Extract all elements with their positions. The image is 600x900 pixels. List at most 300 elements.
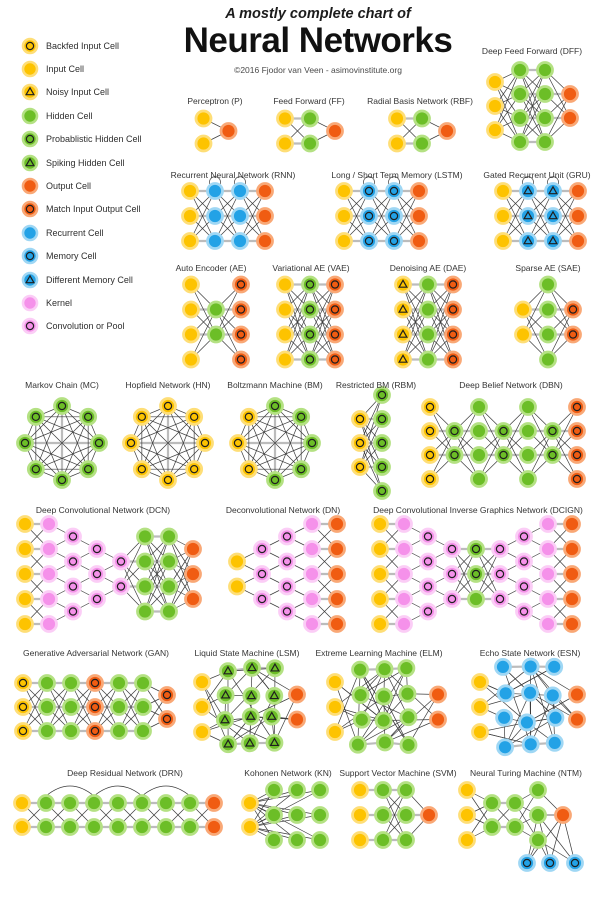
hidden-cell	[521, 472, 536, 487]
match-cell	[88, 700, 103, 715]
recurrent-cell	[523, 737, 538, 752]
output-cell	[440, 124, 455, 139]
memory-cell	[387, 234, 402, 249]
backfed-cell	[353, 412, 368, 427]
hidden-cell	[401, 737, 416, 752]
kernel-cell	[397, 617, 412, 632]
backfed-cell	[423, 472, 438, 487]
match-cell	[328, 302, 343, 317]
legend-item-prob	[20, 128, 142, 151]
prob-cell	[447, 424, 462, 439]
match-cell	[160, 688, 175, 703]
hidden-cell	[136, 724, 151, 739]
backfed-cell	[198, 436, 213, 451]
conv-cell	[90, 567, 105, 582]
hidden-cell	[421, 327, 436, 342]
backfed-cell	[353, 436, 368, 451]
input-cell	[184, 352, 199, 367]
prob-cell	[545, 448, 560, 463]
hidden-cell	[138, 554, 153, 569]
memory-cell	[387, 184, 402, 199]
output-cell	[330, 617, 345, 632]
prob-cell	[268, 473, 283, 488]
prob-cell	[305, 436, 320, 451]
legend-item-diffmem	[20, 268, 142, 291]
hidden-cell	[313, 783, 328, 798]
hidden-cell	[313, 833, 328, 848]
cells	[278, 111, 343, 151]
hidden-cell	[209, 302, 224, 317]
output-cell	[186, 542, 201, 557]
hidden-cell	[541, 277, 556, 292]
output-cell	[328, 124, 343, 139]
output-cell	[422, 808, 437, 823]
hidden-cell	[401, 710, 416, 725]
legend-item-noisy	[20, 81, 142, 104]
conv-cell	[255, 542, 270, 557]
recurrent-cell	[233, 209, 248, 224]
network-DFF	[488, 63, 578, 150]
network-label-GRU: Gated Recurrent Unit (GRU)	[483, 170, 591, 180]
hidden-cell	[376, 689, 391, 704]
hidden-cell	[159, 796, 174, 811]
input-cell	[488, 75, 503, 90]
prob-cell	[18, 436, 33, 451]
input-cell	[460, 783, 475, 798]
conv-cell-icon	[20, 316, 40, 336]
output-cell	[412, 184, 427, 199]
hidden-cell	[538, 111, 553, 126]
match-cell	[446, 277, 461, 292]
input-cell	[18, 542, 33, 557]
legend-item-label: Noisy Input Cell	[46, 87, 110, 98]
prob-cell	[496, 448, 511, 463]
input-cell	[184, 327, 199, 342]
cells	[196, 111, 236, 151]
match-cell	[328, 352, 343, 367]
hidden-cell	[136, 700, 151, 715]
legend-item-backfed	[20, 34, 142, 57]
chart-title: Neural Networks	[183, 21, 453, 60]
prob-cell	[294, 409, 309, 424]
network-label-DAE: Denoising AE (DAE)	[389, 263, 467, 273]
input-cell	[18, 567, 33, 582]
output-cell	[290, 712, 305, 727]
match-cell	[88, 676, 103, 691]
memory-cell	[543, 856, 558, 871]
edges	[190, 177, 265, 241]
edges	[495, 70, 570, 142]
kernel-cell	[541, 617, 556, 632]
hidden-cell	[399, 833, 414, 848]
hidden-cell	[513, 135, 528, 150]
input-cell	[230, 579, 245, 594]
recurrent-cell	[233, 184, 248, 199]
hidden-cell	[112, 700, 127, 715]
network-LSTM	[337, 177, 427, 249]
input-cell	[516, 302, 531, 317]
prob-cell	[92, 436, 107, 451]
conv-cell	[114, 554, 129, 569]
hidden-cell	[267, 783, 282, 798]
recurrent-cell-icon	[20, 223, 40, 243]
edges	[403, 285, 453, 360]
hidden-cell	[267, 808, 282, 823]
kernel-cell	[42, 567, 57, 582]
output-cell	[330, 517, 345, 532]
cells	[423, 400, 585, 487]
memory-cell	[568, 856, 583, 871]
input-cell	[230, 554, 245, 569]
hidden-cell	[111, 796, 126, 811]
hidden-cell	[64, 724, 79, 739]
match-cell	[328, 277, 343, 292]
kernel-cell	[541, 517, 556, 532]
hidden-cell	[376, 783, 391, 798]
input-cell	[353, 783, 368, 798]
backfed-cell	[187, 462, 202, 477]
match-cell	[328, 327, 343, 342]
memory-cell	[362, 209, 377, 224]
hidden-cell	[162, 554, 177, 569]
prob-cell	[303, 352, 318, 367]
output-cell	[565, 567, 580, 582]
prob-cell	[303, 327, 318, 342]
conv-cell	[280, 604, 295, 619]
match-cell	[160, 712, 175, 727]
input-cell	[460, 833, 475, 848]
hidden-cell	[267, 833, 282, 848]
hidden-cell	[538, 87, 553, 102]
recurrent-cell	[519, 715, 534, 730]
match-cell	[446, 302, 461, 317]
hidden-cell	[290, 783, 305, 798]
hidden-cell	[64, 700, 79, 715]
input-cell	[18, 592, 33, 607]
network-DBN	[423, 400, 585, 487]
match-cell	[234, 352, 249, 367]
network-label-DCIGN: Deep Convolutional Inverse Graphics Network (DCIGN)	[373, 505, 583, 515]
input-cell	[337, 209, 352, 224]
edges	[344, 177, 419, 241]
network-SAE	[516, 277, 581, 367]
output-cell	[258, 209, 273, 224]
network-label-SAE: Sparse AE (SAE)	[515, 263, 581, 273]
hidden-cell	[209, 327, 224, 342]
hidden-cell	[353, 662, 368, 677]
conv-cell	[493, 567, 508, 582]
backfed-cell	[353, 460, 368, 475]
input-cell	[337, 184, 352, 199]
input-cell	[473, 700, 488, 715]
input-cell	[337, 234, 352, 249]
legend-item-memory	[20, 245, 142, 268]
network-label-DBN: Deep Belief Network (DBN)	[459, 380, 563, 390]
input-cell	[184, 302, 199, 317]
input-cell	[373, 567, 388, 582]
memory-cell	[362, 184, 377, 199]
cells	[184, 277, 249, 367]
network-DCN	[18, 517, 201, 632]
backfed-cell	[423, 448, 438, 463]
prob-cell	[447, 448, 462, 463]
match-cell	[570, 448, 585, 463]
hidden-cell	[111, 820, 126, 835]
network-label-DRN: Deep Residual Network (DRN)	[67, 768, 183, 778]
input-cell	[196, 111, 211, 126]
cells	[390, 111, 455, 151]
hidden-cell	[472, 448, 487, 463]
input-cell	[488, 99, 503, 114]
hidden-cell	[415, 136, 430, 151]
kernel-cell	[305, 517, 320, 532]
input-cell	[353, 833, 368, 848]
recurrent-cell	[208, 184, 223, 199]
kernel-cell	[541, 592, 556, 607]
diffmem-cell-icon	[20, 270, 40, 290]
legend-item-label: Match Input Output Cell	[46, 204, 141, 215]
output-cell	[571, 184, 586, 199]
input-cell	[195, 725, 210, 740]
hidden-cell	[541, 302, 556, 317]
network-label-DFF: Deep Feed Forward (DFF)	[481, 46, 583, 56]
input-cell	[373, 617, 388, 632]
hidden-cell	[538, 135, 553, 150]
output-cell	[330, 542, 345, 557]
hidden-cell	[138, 529, 153, 544]
recurrent-cell	[497, 710, 512, 725]
output-cell	[207, 820, 222, 835]
conv-cell	[280, 579, 295, 594]
network-VAE	[278, 277, 343, 367]
backfed-cell-icon	[20, 36, 40, 56]
backfed-cell	[134, 409, 149, 424]
network-AE	[184, 277, 249, 367]
output-cell	[565, 542, 580, 557]
network-GAN	[16, 676, 175, 739]
prob-cell	[375, 436, 390, 451]
hidden-cell	[399, 661, 414, 676]
conv-cell	[90, 592, 105, 607]
legend-item-conv	[20, 315, 142, 338]
conv-cell	[421, 529, 436, 544]
hidden-cell	[399, 808, 414, 823]
hidden-cell	[183, 820, 198, 835]
hidden-cell	[399, 783, 414, 798]
hidden-cell	[313, 808, 328, 823]
hidden-cell	[538, 63, 553, 78]
backfed-cell	[161, 473, 176, 488]
network-DAE	[396, 277, 461, 367]
hidden-cell	[376, 808, 391, 823]
conv-cell	[517, 579, 532, 594]
hidden-cell	[162, 579, 177, 594]
input-cell	[353, 808, 368, 823]
legend-item-label: Hidden Cell	[46, 110, 93, 121]
network-FF	[278, 111, 343, 151]
hidden-cell	[377, 662, 392, 677]
input-cell	[473, 725, 488, 740]
output-cell	[431, 687, 446, 702]
prob-cell	[55, 473, 70, 488]
conv-cell	[421, 554, 436, 569]
conv-cell	[280, 554, 295, 569]
network-label-DN: Deconvolutional Network (DN)	[225, 505, 341, 515]
recurrent-cell	[523, 659, 538, 674]
kernel-cell	[397, 567, 412, 582]
input-cell	[183, 234, 198, 249]
prob-cell	[28, 462, 43, 477]
hidden-cell	[521, 400, 536, 415]
hidden-cell	[290, 833, 305, 848]
conv-cell	[66, 604, 81, 619]
hidden-cell	[112, 676, 127, 691]
conv-cell	[421, 579, 436, 594]
kernel-cell-icon	[20, 293, 40, 313]
backfed-cell	[124, 436, 139, 451]
match-cell	[234, 277, 249, 292]
hidden-cell	[136, 676, 151, 691]
hidden-cell	[40, 700, 55, 715]
legend	[20, 34, 142, 338]
hidden-cell	[521, 448, 536, 463]
conv-cell	[517, 554, 532, 569]
backfed-cell	[241, 462, 256, 477]
tracks	[403, 285, 453, 360]
hidden-cell	[350, 737, 365, 752]
kernel-cell	[42, 542, 57, 557]
kernel-cell	[397, 592, 412, 607]
input-cell	[196, 136, 211, 151]
kernel-cell	[541, 542, 556, 557]
edges	[503, 177, 578, 241]
legend-item-label: Spiking Hidden Cell	[46, 157, 125, 168]
legend-item-label: Backfed Input Cell	[46, 40, 120, 51]
hidden-cell	[40, 676, 55, 691]
match-cell	[234, 327, 249, 342]
conv-cell	[280, 529, 295, 544]
input-cell	[390, 111, 405, 126]
network-RNN	[183, 177, 273, 249]
hidden-cell	[290, 808, 305, 823]
prob-cell-icon	[20, 129, 40, 149]
network-GRU	[496, 177, 586, 249]
spiking-cell-icon	[20, 153, 40, 173]
memory-cell	[362, 234, 377, 249]
hidden-cell-icon	[20, 106, 40, 126]
recurrent-cell	[498, 740, 513, 755]
input-cell	[278, 277, 293, 292]
network-label-LSTM: Long / Short Term Memory (LSTM)	[331, 170, 463, 180]
output-cell	[565, 592, 580, 607]
prob-cell	[303, 277, 318, 292]
legend-item-label: Probablistic Hidden Cell	[46, 134, 142, 145]
memory-cell	[387, 209, 402, 224]
output-cell	[570, 712, 585, 727]
network-label-RNN: Recurrent Neural Network (RNN)	[170, 170, 296, 180]
match-cell-icon	[20, 199, 40, 219]
backfed-cell	[231, 436, 246, 451]
recurrent-cell	[545, 688, 560, 703]
network-NTM	[460, 783, 583, 871]
input-cell	[373, 542, 388, 557]
hidden-cell	[415, 111, 430, 126]
match-cell	[88, 724, 103, 739]
output-cell	[565, 517, 580, 532]
network-HN	[124, 399, 213, 488]
network-label-DCN: Deep Convolutional Network (DCN)	[35, 505, 171, 515]
hidden-cell	[376, 713, 391, 728]
hidden-cell	[508, 796, 523, 811]
hidden-cell	[39, 820, 54, 835]
recurrent-cell	[208, 234, 223, 249]
network-label-SVM: Support Vector Machine (SVM)	[339, 768, 457, 778]
prob-cell	[55, 399, 70, 414]
kernel-cell	[397, 517, 412, 532]
output-cell	[186, 567, 201, 582]
prob-cell	[469, 567, 484, 582]
output-cell	[412, 209, 427, 224]
kernel-cell	[541, 567, 556, 582]
cells	[373, 517, 580, 632]
legend-item-label: Memory Cell	[46, 251, 97, 262]
hidden-cell	[376, 833, 391, 848]
hidden-cell	[39, 796, 54, 811]
network-ELM	[328, 661, 446, 753]
legend-item-label: Recurrent Cell	[46, 227, 104, 238]
prob-cell	[28, 409, 43, 424]
input-cell	[184, 277, 199, 292]
output-cell-icon	[20, 176, 40, 196]
recurrent-cell	[495, 659, 510, 674]
network-RBF	[390, 111, 455, 151]
output-cell	[556, 808, 571, 823]
backfed-cell	[423, 400, 438, 415]
network-BM	[231, 399, 320, 488]
match-cell	[566, 327, 581, 342]
hidden-cell	[377, 735, 392, 750]
output-cell	[221, 124, 236, 139]
network-ESN	[473, 659, 585, 755]
input-cell	[373, 592, 388, 607]
input-cell	[278, 327, 293, 342]
conv-cell	[517, 529, 532, 544]
hidden-cell	[508, 820, 523, 835]
hidden-cell	[421, 302, 436, 317]
output-cell	[431, 712, 446, 727]
legend-item-kernel	[20, 291, 142, 314]
match-cell	[570, 400, 585, 415]
input-cell	[278, 302, 293, 317]
input-cell	[18, 517, 33, 532]
hidden-cell	[521, 424, 536, 439]
network-label-KN: Kohonen Network (KN)	[244, 768, 332, 778]
prob-cell	[375, 484, 390, 499]
edges	[285, 285, 335, 360]
hidden-cell	[469, 592, 484, 607]
match-cell	[570, 424, 585, 439]
match-cell	[446, 327, 461, 342]
input-cell	[243, 820, 258, 835]
input-cell	[473, 675, 488, 690]
prob-cell	[545, 424, 560, 439]
edges	[430, 407, 577, 479]
input-cell	[373, 517, 388, 532]
prob-cell	[268, 399, 283, 414]
backfed-cell	[161, 399, 176, 414]
output-cell	[258, 184, 273, 199]
hidden-cell	[485, 820, 500, 835]
